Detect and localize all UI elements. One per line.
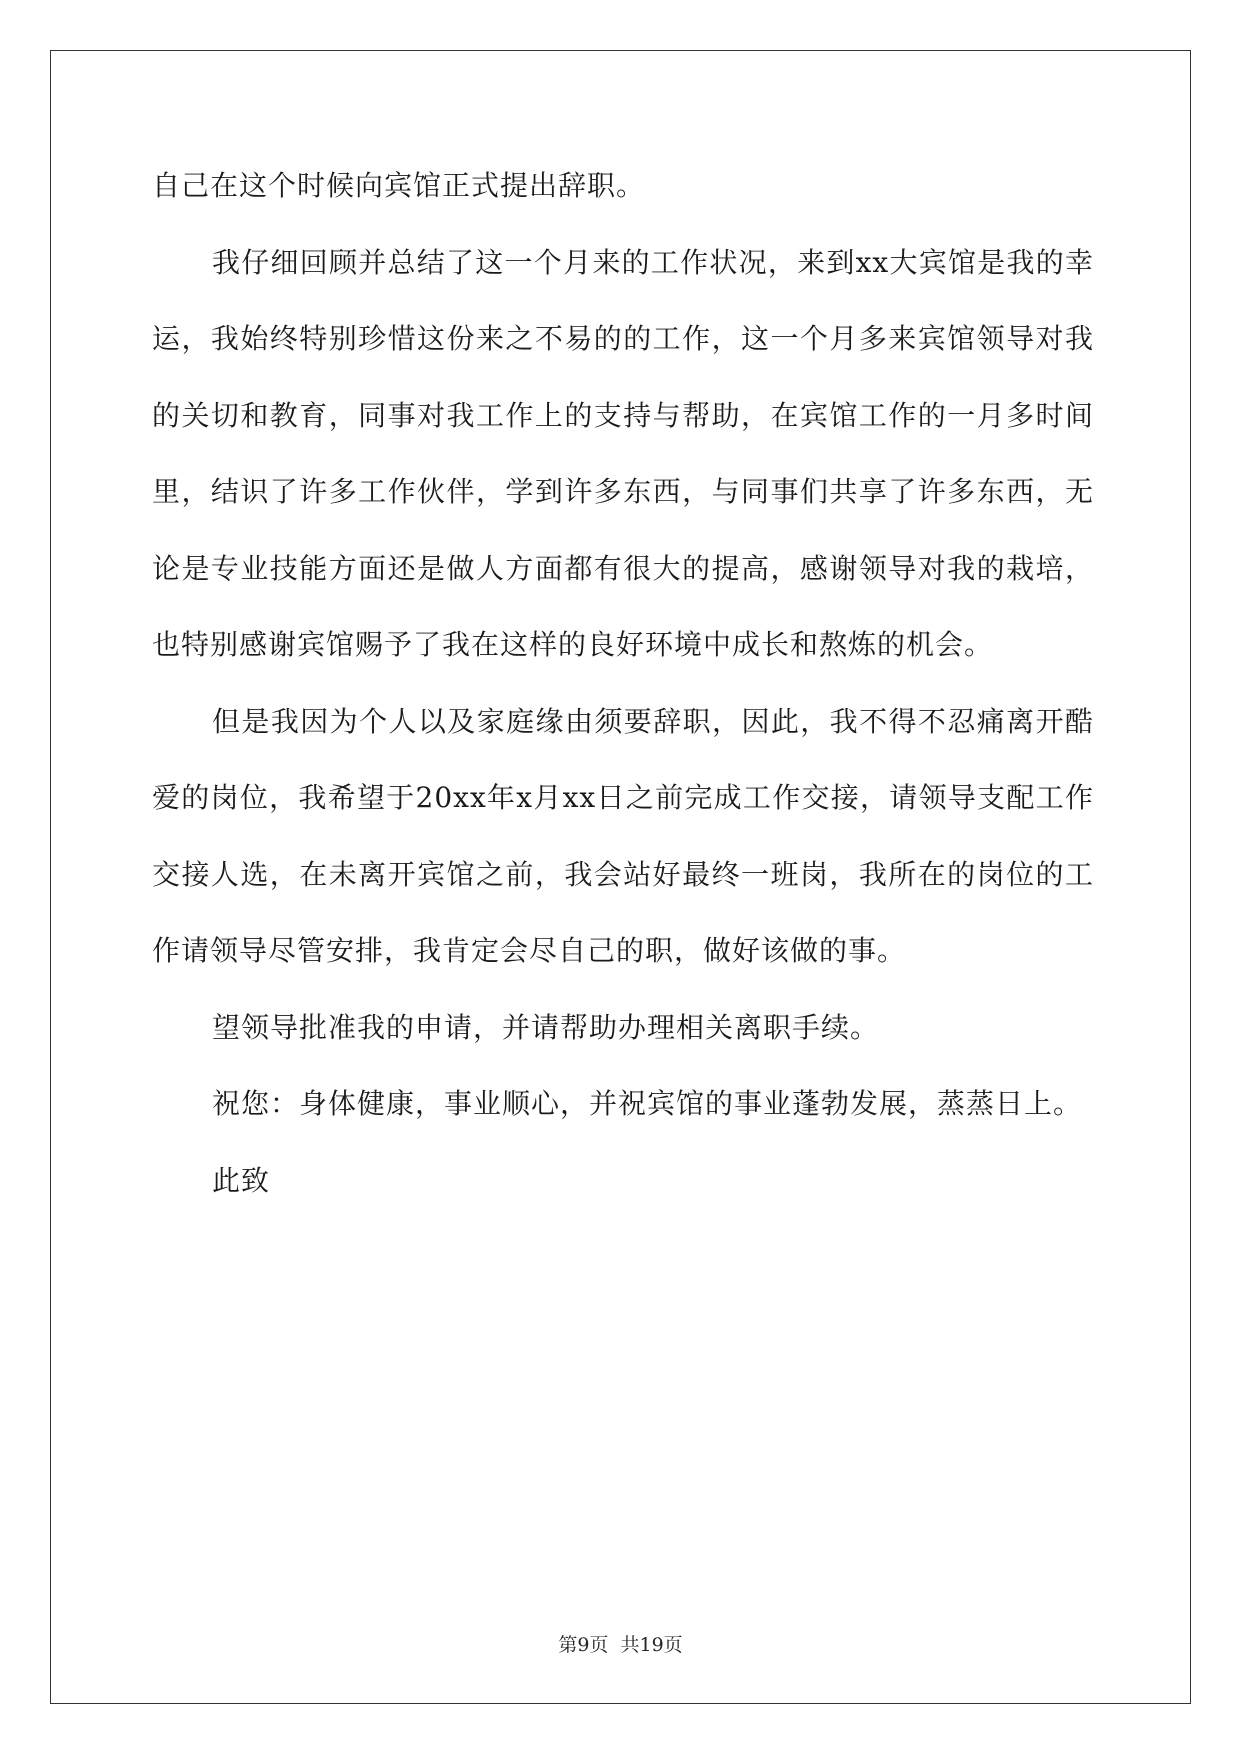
document-body — [152, 148, 1094, 1219]
page-number: 第9页 共19页 — [558, 1634, 683, 1656]
paragraph-3: 但是我因为个人以及家庭缘由须要辞职，因此，我不得不忍痛离开酷爱的岗位，我希望于20xx年x月xx日之前完成工作交接，请领导支配工作交接人选，在未离开宾馆之前，我会站好最终一班岗，我所在的岗位的工作请领导尽管安排，我肯定会尽自己的职，做好该做的事。 — [152, 704, 1094, 967]
paragraph-2: 我仔细回顾并总结了这一个月来的工作状况，来到xx大宾馆是我的幸运，我始终特别珍惜这份来之不易的的工作，这一个月多来宾馆领导对我的关切和教育，同事对我工作上的支持与帮助，在宾馆工作的一月多时间里，结识了许多工作伙伴，学到许多东西，与同事们共享了许多东西，无论是专业技能方面还是做人方面都有很大的提高，感谢领导对我的栽培，也特别感谢宾馆赐予了我在这样的良好环境中成长和熬炼的机会。 — [152, 245, 1094, 661]
paragraph-5: 祝您：身体健康，事业顺心，并祝宾馆的事业蓬勃发展，蒸蒸日上。 — [212, 1087, 1083, 1120]
paragraph-6: 此致 — [212, 1163, 271, 1197]
paragraph-4: 望领导批准我的申请，并请帮助办理相关离职手续。 — [212, 1010, 880, 1044]
paragraph-1: 自己在这个时候向宾馆正式提出辞职。 — [152, 169, 646, 202]
